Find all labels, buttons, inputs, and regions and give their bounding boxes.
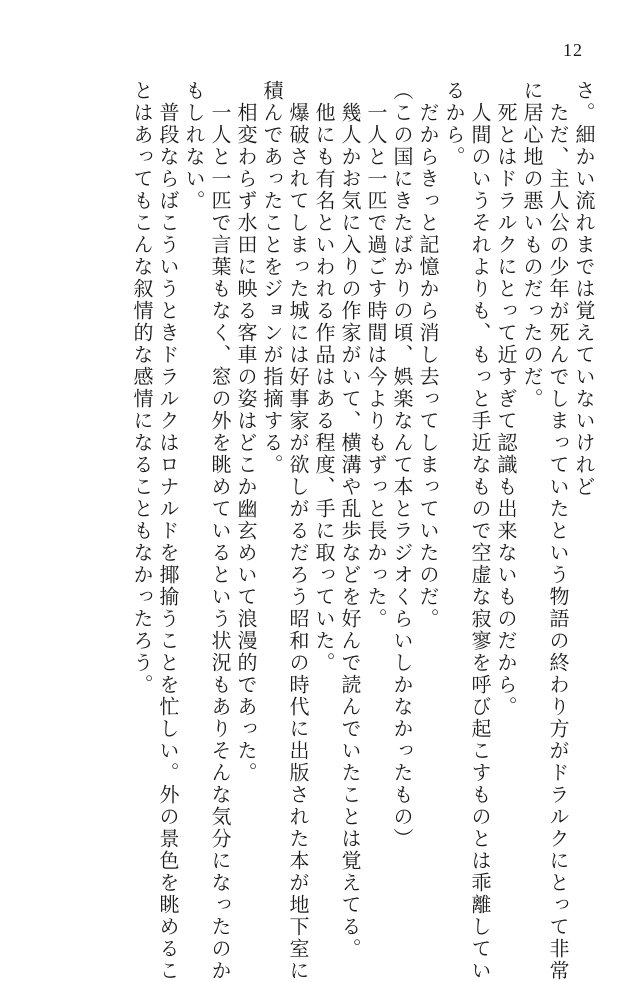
text-line: もしれない。	[182, 80, 206, 212]
page-number: 12	[563, 40, 583, 60]
text-line: とはあってもこんな叙情的な感情になることもなかったろう。	[130, 80, 154, 696]
text-line: 他にも有名といわれる作品はある程度、手に取っていた。	[312, 80, 336, 674]
text-line: （この国にきたばかりの頃、娯楽なんて本とラジオくらいしかなかったもの）	[390, 80, 414, 850]
text-line: 爆破されてしまった城には好事家が欲しがるだろう昭和の時代に出版された本が地下室に	[286, 80, 310, 982]
text-line: 普段ならばこういうときドラルクはロナルドを揶揄うことを忙しい。外の景色を眺めるこ	[156, 80, 180, 982]
text-line: だからきっと記憶から消し去ってしまっていたのだ。	[416, 80, 440, 630]
text-line: 人間のいうそれよりも、もっと手近なもので空虚な寂寥を呼び起こすものとは乖離してい	[468, 80, 492, 982]
text-line: 相変わらず水田に映る客車の姿はどこか幽玄めいて浪漫的であった。	[234, 80, 258, 784]
text-line: 幾人かお気に入りの作家がいて、横溝や乱歩などを好んで読んでいたことは覚えてる。	[338, 80, 362, 960]
text-line: 死とはドラルクにとって近すぎて認識も出来ないものだから。	[494, 80, 518, 718]
text-line: 一人と一匹で言葉もなく、窓の外を眺めているという状況もありそんな気分になったのか	[208, 80, 232, 982]
text-line: るから。	[442, 80, 466, 168]
text-line: さ。細かい流れまでは覚えていないけれど	[572, 80, 596, 498]
text-line: ただ、主人公の少年が死んでしまっていたという物語の終わり方がドラルクにとって非常	[546, 80, 570, 982]
vertical-text-body	[129, 80, 597, 982]
text-line: に居心地の悪いものだったのだ。	[520, 80, 544, 410]
text-line: 積んであったことをジョンが指摘する。	[260, 80, 284, 476]
text-line: 一人と一匹で過ごす時間は今よりもずっと長かった。	[364, 80, 388, 630]
